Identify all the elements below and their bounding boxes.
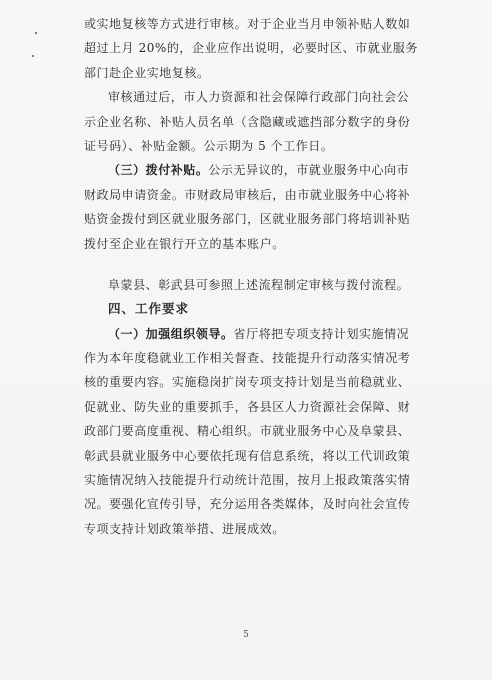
text-line [84, 183, 434, 207]
text-segment: 作为本年度稳就业工作相关督查、技能提升行动落实情况考 [84, 351, 411, 366]
text-segment: 促就业、防失业的重要抓手，各县区人力资源社会保障、财 [84, 399, 411, 414]
text-segment: 政部门要高度重视、精心组织。市就业服务中心及阜蒙县、 [84, 424, 411, 439]
text-line [84, 492, 434, 516]
text-segment: 况。要强化宣传引导，充分运用各类媒体，及时向社会宣传 [84, 497, 411, 512]
paragraph-gap [84, 256, 434, 273]
text-segment: 审核通过后，市人力资源和社会保障行政部门向社会公 [108, 90, 410, 105]
text-line [84, 346, 434, 370]
text-line [84, 36, 434, 60]
text-line [84, 12, 434, 36]
text-line [84, 468, 434, 492]
text-segment: 省厅将把专项支持计划实施情况 [233, 326, 410, 341]
text-line [84, 158, 434, 182]
bold-subheading: （一）加强组织领导。 [108, 326, 234, 341]
text-segment: 证号码）、补贴金额。公示期为 5 个工作日。 [84, 138, 334, 153]
document-body [84, 12, 434, 541]
text-line [84, 395, 434, 419]
page-number: 5 [243, 630, 249, 640]
text-line [84, 370, 434, 394]
text-segment: 财政局申请资金。市财政局审核后，由市就业服务中心将补 [84, 187, 411, 202]
text-segment: 拨付至企业在银行开立的基本账户。 [84, 236, 285, 251]
text-line [84, 419, 434, 443]
scan-speck [32, 55, 34, 57]
section-heading [84, 297, 434, 321]
text-segment: 四、工作要求 [108, 301, 190, 317]
text-segment: 部门赴企业实地复核。 [84, 65, 210, 80]
text-line [84, 322, 434, 346]
text-line [84, 232, 434, 256]
text-segment: 核的重要内容。实施稳岗扩岗专项支持计划是当前稳就业、 [84, 375, 411, 390]
text-line [84, 444, 434, 468]
text-line [84, 273, 434, 297]
text-line [84, 61, 434, 85]
text-line [84, 85, 434, 109]
text-segment: 公示无异议的，市就业服务中心向市 [208, 163, 410, 178]
text-line [84, 517, 434, 541]
text-line [84, 207, 434, 231]
text-segment: 或实地复核等方式进行审核。对于企业当月申领补贴人数如 [84, 17, 411, 31]
scan-speck [35, 32, 37, 34]
text-segment: 贴资金拨付到区就业服务部门，区就业服务部门将培训补贴 [84, 212, 411, 227]
text-line [84, 134, 434, 158]
text-segment: 彰武县就业服务中心要依托现有信息系统，将以工代训政策 [84, 448, 411, 463]
text-segment: 超过上月 20%的，企业应作出说明，必要时区、市就业服务 [84, 41, 418, 56]
text-segment: 专项支持计划政策举措、进展成效。 [84, 521, 285, 536]
text-line [84, 110, 434, 134]
bold-subheading: （三）拨付补贴。 [108, 163, 209, 178]
text-segment: 实施情况纳入技能提升行动统计范围，按月上报政策落实情 [84, 473, 411, 488]
text-segment: 示企业名称、补贴人员名单（含隐藏或遮挡部分数字的身份 [84, 114, 411, 129]
text-segment: 阜蒙县、彰武县可参照上述流程制定审核与拨付流程。 [108, 277, 410, 292]
